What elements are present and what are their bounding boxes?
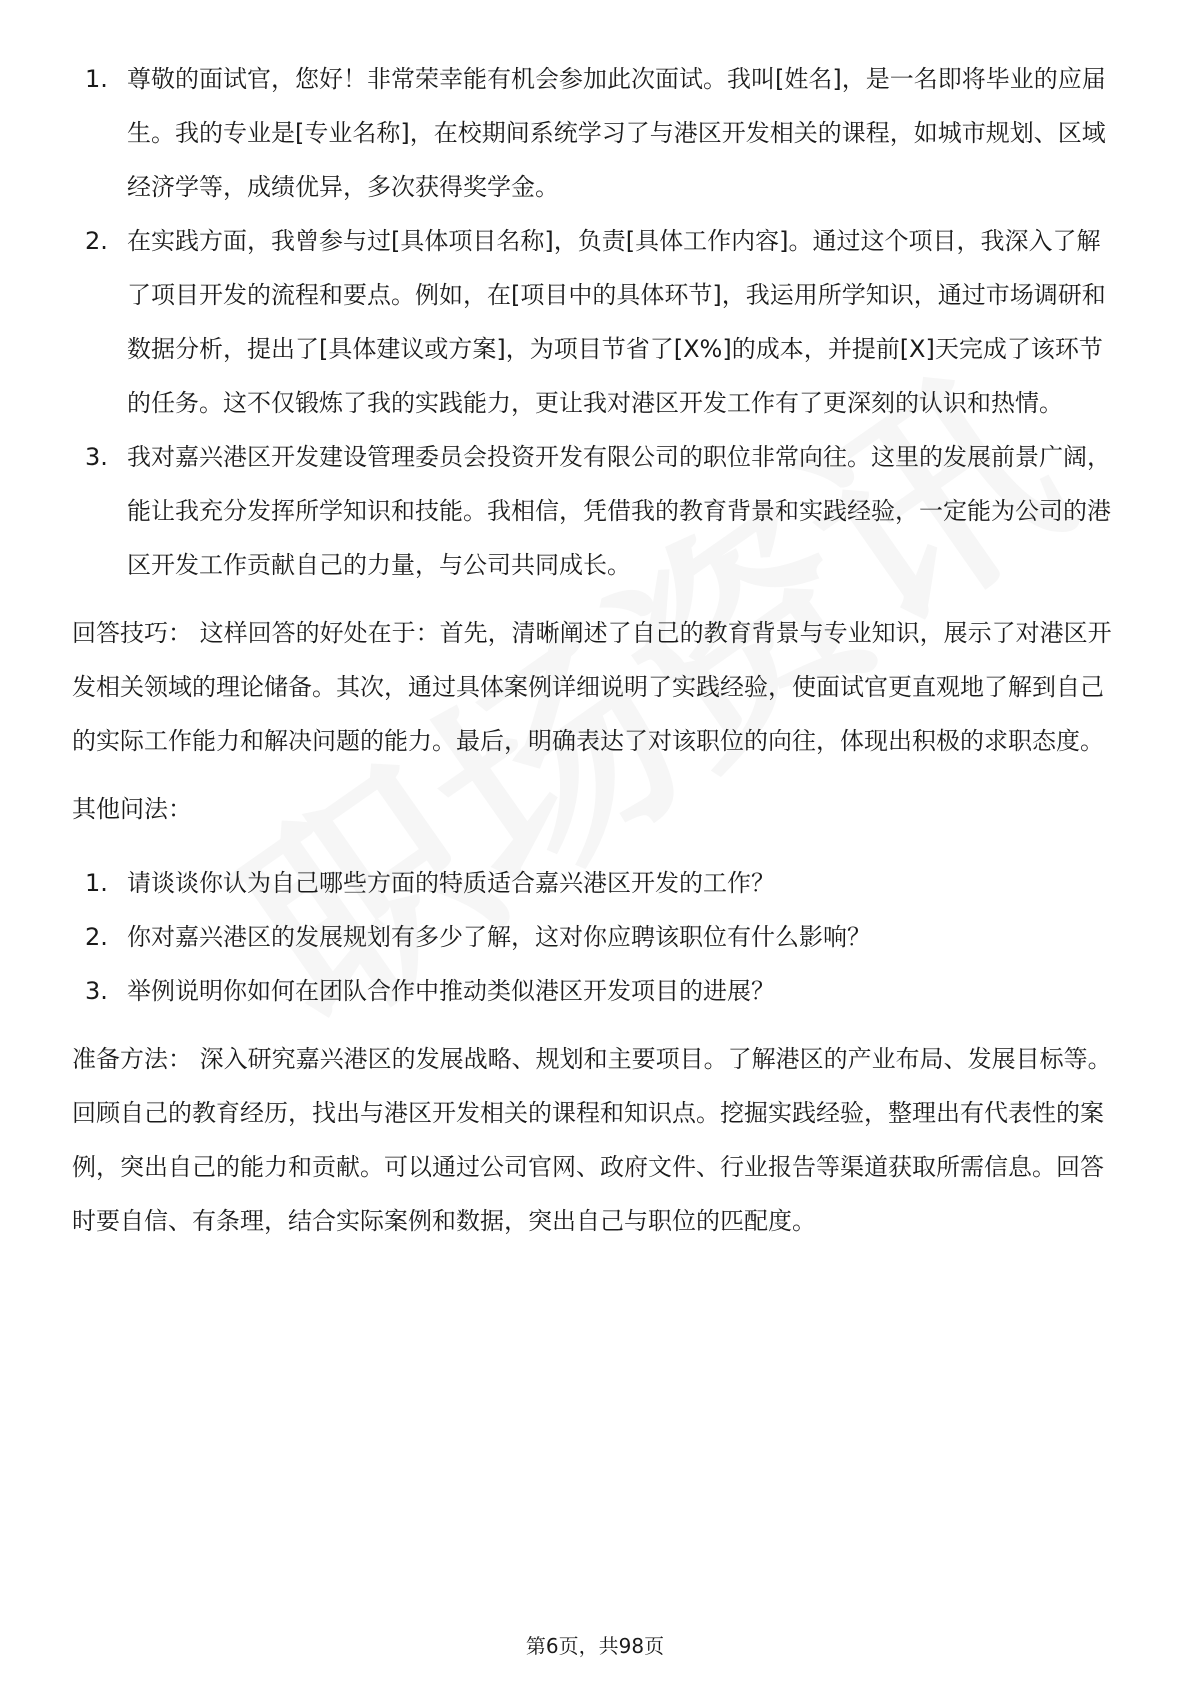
list-number: 3. (85, 443, 108, 471)
list-number: 2. (85, 923, 108, 951)
list-text: 我对嘉兴港区开发建设管理委员会投资开发有限公司的职位非常向往。这里的发展前景广阔，能让我充分发挥所学知识和技能。我相信，凭借我的教育背景和实践经验，一定能为公司的港区开发工作贡献自己的力量，与公司共同成长。 (127, 443, 1111, 579)
list-number: 3. (85, 977, 108, 1005)
list-text: 在实践方面，我曾参与过[具体项目名称]，负责[具体工作内容]。通过这个项目，我深入了解了项目开发的流程和要点。例如，在[项目中的具体环节]，我运用所学知识，通过市场调研和数据分析，提出了[具体建议或方案]，为项目节省了[X%]的成本，并提前[X]天完成了该环节的任务。这不仅锻炼了我的实践能力，更让我对港区开发工作有了更深刻的认识和热情。 (127, 227, 1106, 417)
list-item (72, 856, 1122, 910)
list-item (72, 910, 1122, 964)
list-text: 请谈谈你认为自己哪些方面的特质适合嘉兴港区开发的工作？ (127, 869, 775, 897)
answer-tips: 回答技巧： 这样回答的好处在于：首先，清晰阐述了自己的教育背景与专业知识，展示了对港区开发相关领域的理论储备。其次，通过具体案例详细说明了实践经验，使面试官更直观地了解到自己的实际工作能力和解决问题的能力。最后，明确表达了对该职位的向往，体现出积极的求职态度。 (72, 619, 1112, 755)
answer-list (72, 52, 1122, 592)
preparation-method: 准备方法： 深入研究嘉兴港区的发展战略、规划和主要项目。了解港区的产业布局、发展目标等。回顾自己的教育经历，找出与港区开发相关的课程和知识点。挖掘实践经验，整理出有代表性的案例，突出自己的能力和贡献。可以通过公司官网、政府文件、行业报告等渠道获取所需信息。回答时要自信、有条理，结合实际案例和数据，突出自己与职位的匹配度。 (72, 1045, 1112, 1235)
other-questions-heading: 其他问法： (72, 795, 192, 823)
list-text: 举例说明你如何在团队合作中推动类似港区开发项目的进展？ (127, 977, 775, 1005)
other-questions-list (72, 856, 1122, 1018)
list-text: 你对嘉兴港区的发展规划有多少了解，这对你应聘该职位有什么影响？ (127, 923, 871, 951)
list-number: 1. (85, 869, 108, 897)
document-body (72, 52, 1122, 1248)
list-item (72, 430, 1122, 592)
list-item (72, 52, 1122, 214)
list-item (72, 964, 1122, 1018)
page-number: 第6页，共98页 (525, 1634, 665, 1658)
list-number: 2. (85, 227, 108, 255)
list-text: 尊敬的面试官，您好！非常荣幸能有机会参加此次面试。我叫[姓名]，是一名即将毕业的应届生。我的专业是[专业名称]，在校期间系统学习了与港区开发相关的课程，如城市规划、区域经济学等，成绩优异，多次获得奖学金。 (127, 65, 1106, 201)
list-item (72, 214, 1122, 430)
list-number: 1. (85, 65, 108, 93)
